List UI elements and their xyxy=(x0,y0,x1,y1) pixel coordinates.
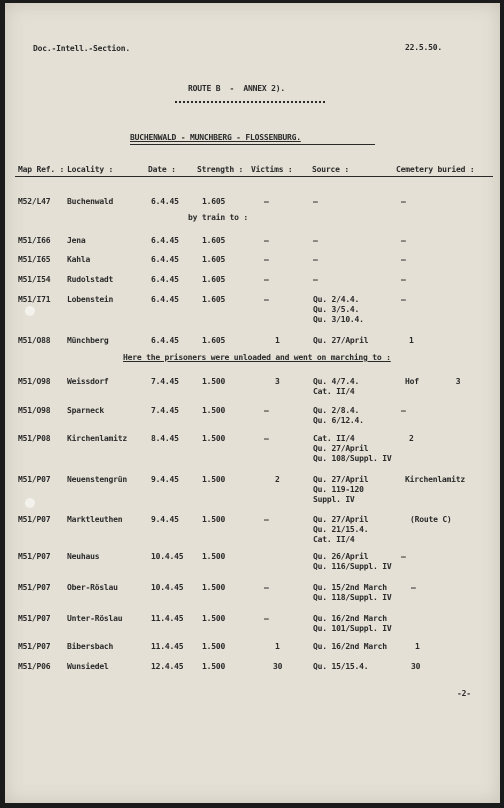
table-row: M51/P07 Bibersbach 11.4.45 1.500 1 Qu. 16/2nd March 1 xyxy=(18,642,420,651)
page-title: ROUTE B - ANNEX 2). xyxy=(188,84,285,93)
table-row: M51/O88 Münchberg 6.4.45 1.605 1 Qu. 27/April 1 xyxy=(18,336,414,345)
col-header-map-ref: Map Ref. : xyxy=(18,165,65,174)
table-row: M51/P06 Wunsiedel 12.4.45 1.500 30 Qu. 15/15.4. 30 xyxy=(18,662,421,671)
table-row: M51/P07 Marktleuthen 9.4.45 1.500 — Qu. 27/April Qu. 21/15.4. Cat. II/4 (Route C) xyxy=(18,515,452,544)
col-header-date: Date : xyxy=(148,165,176,174)
col-header-source: Source : xyxy=(312,165,349,174)
col-header-locality: Locality : xyxy=(67,165,114,174)
table-row: M51/P07 Ober-Röslau 10.4.45 1.500 — Qu. 15/2nd March Qu. 118/Suppl. IV — xyxy=(18,583,416,602)
table-row: M51/I71 Lobenstein 6.4.45 1.605 — Qu. 2/4.4. Qu. 3/5.4. Qu. 3/10.4. — xyxy=(18,295,406,324)
page-number: -2- xyxy=(457,689,471,698)
punch-hole xyxy=(25,498,35,508)
table-row: M51/P08 Kirchenlamitz 8.4.45 1.500 — Cat. II/4 Qu. 27/April Qu. 108/Suppl. IV 2 xyxy=(18,434,414,463)
table-row: M51/O98 Sparneck 7.4.45 1.500 — Qu. 2/8.4. Qu. 6/12.4. — xyxy=(18,406,406,425)
col-header-victims: Victims : xyxy=(251,165,293,174)
table-row: M51/P07 Neuenstengrün 9.4.45 1.500 2 Qu. 27/April Qu. 119-120 Suppl. IV Kirchenlamitz xyxy=(18,475,466,504)
table-row: M51/I54 Rudolstadt 6.4.45 1.605 — — — xyxy=(18,275,406,284)
section-label: Doc.-Intell.-Section. xyxy=(33,44,130,53)
document-date: 22.5.50. xyxy=(405,43,442,52)
table-row: M51/I65 Kahla 6.4.45 1.605 — — — xyxy=(18,255,406,264)
by-train-note: by train to : xyxy=(188,213,249,222)
col-header-strength: Strength : xyxy=(197,165,244,174)
punch-hole xyxy=(25,306,35,316)
col-header-cemetery: Cemetery buried : xyxy=(396,165,475,174)
unloaded-note: Here the prisoners were unloaded and went on marching to : xyxy=(123,353,391,362)
table-row: M51/I66 Jena 6.4.45 1.605 — — — xyxy=(18,236,406,245)
table-row: M51/P07 Neuhaus 10.4.45 1.500 Qu. 26/April Qu. 116/Suppl. IV — xyxy=(18,552,406,571)
header-rule xyxy=(15,176,493,177)
route-subtitle: BUCHENWALD - MUNCHBERG - FLOSSENBURG. xyxy=(130,133,301,142)
table-row: M51/O98 Weissdorf 7.4.45 1.500 3 Qu. 4/7.4. Cat. II/4 Hof 3 xyxy=(18,377,461,396)
document-page xyxy=(5,3,500,803)
title-underline xyxy=(175,101,325,103)
subtitle-underline xyxy=(130,144,375,145)
table-row: M52/L47 Buchenwald 6.4.45 1.605 — — — xyxy=(18,197,406,206)
table-row: M51/P07 Unter-Röslau 11.4.45 1.500 — Qu. 16/2nd March Qu. 101/Suppl. IV xyxy=(18,614,392,633)
